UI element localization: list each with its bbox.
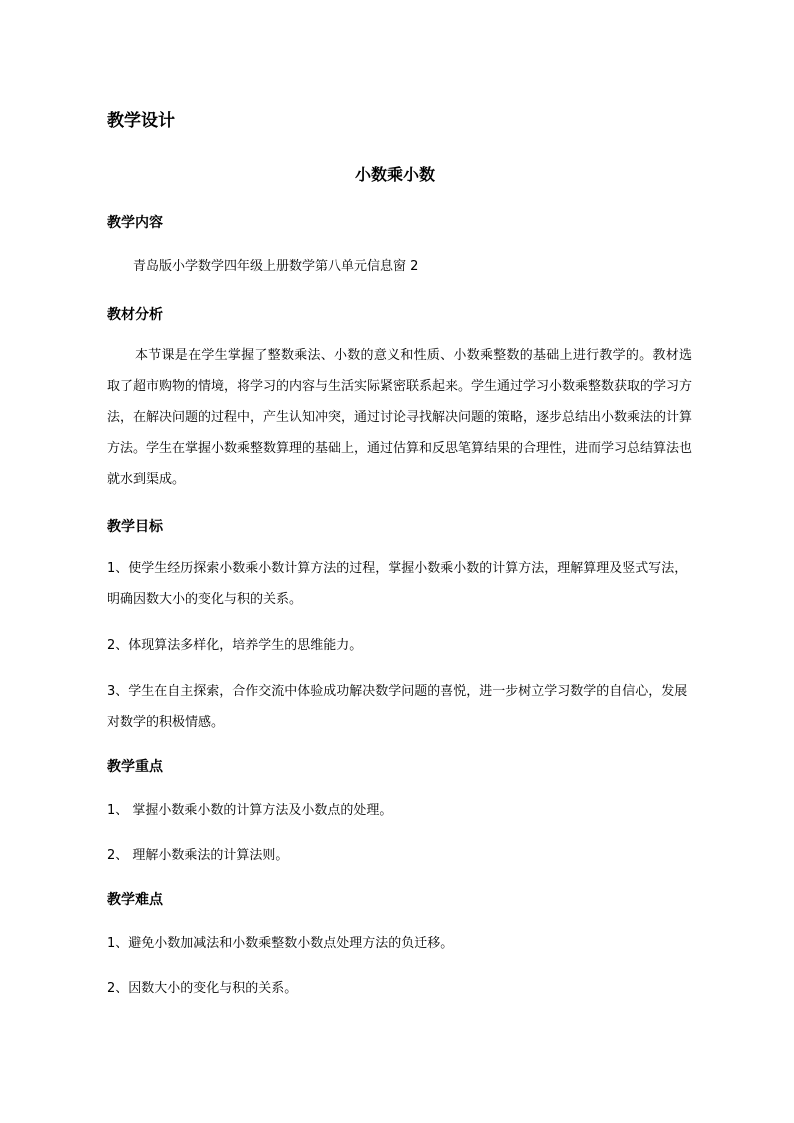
section-heading-key-points: 教学重点 bbox=[107, 759, 163, 775]
difficulty-item-2: 2、因数大小的变化与积的关系。 bbox=[107, 981, 298, 996]
goal-item-2: 2、体现算法多样化，培养学生的思维能力。 bbox=[107, 638, 363, 653]
document-header: 教学设计 bbox=[107, 111, 175, 131]
content-text: 青岛版小学数学四年级上册数学第八单元信息窗 2 bbox=[133, 259, 419, 274]
section-heading-goals: 教学目标 bbox=[107, 519, 163, 535]
section-heading-content: 教学内容 bbox=[107, 215, 163, 231]
lesson-title bbox=[0, 162, 794, 185]
lesson-title-text: 小数乘小数 bbox=[354, 165, 435, 184]
analysis-paragraph: 本节课是在学生掌握了整数乘法、小数的意义和性质、小数乘整数的基础上进行教学的。教材选取了超市购物的情境，将学习的内容与生活实际紧密联系起来。学生通过学习小数乘整数获取的学习方法，在解决问题的过程中，产生认知冲突，通过讨论寻找解决问题的策略，逐步总结出小数乘法的计算方法。学生在掌握小数乘整数算理的基础上，通过估算和反思笔算结果的合理性，进而学习总结算法也就水到渠成。 bbox=[107, 348, 693, 487]
key-point-item-1: 1、 掌握小数乘小数的计算方法及小数点的处理。 bbox=[107, 803, 393, 818]
section-heading-difficulties: 教学难点 bbox=[107, 892, 163, 908]
difficulty-item-1: 1、避免小数加减法和小数乘整数小数点处理方法的负迁移。 bbox=[107, 936, 454, 951]
key-point-item-2: 2、 理解小数乘法的计算法则。 bbox=[107, 848, 289, 863]
goal-item-1: 1、使学生经历探索小数乘小数计算方法的过程，掌握小数乘小数的计算方法，理解算理及竖式写法，明确因数大小的变化与积的关系。 bbox=[107, 561, 688, 607]
goal-item-3: 3、学生在自主探索，合作交流中体验成功解决数学问题的喜悦，进一步树立学习数学的自信心，发展对数学的积极情感。 bbox=[107, 684, 688, 730]
section-heading-analysis: 教材分析 bbox=[107, 307, 163, 323]
